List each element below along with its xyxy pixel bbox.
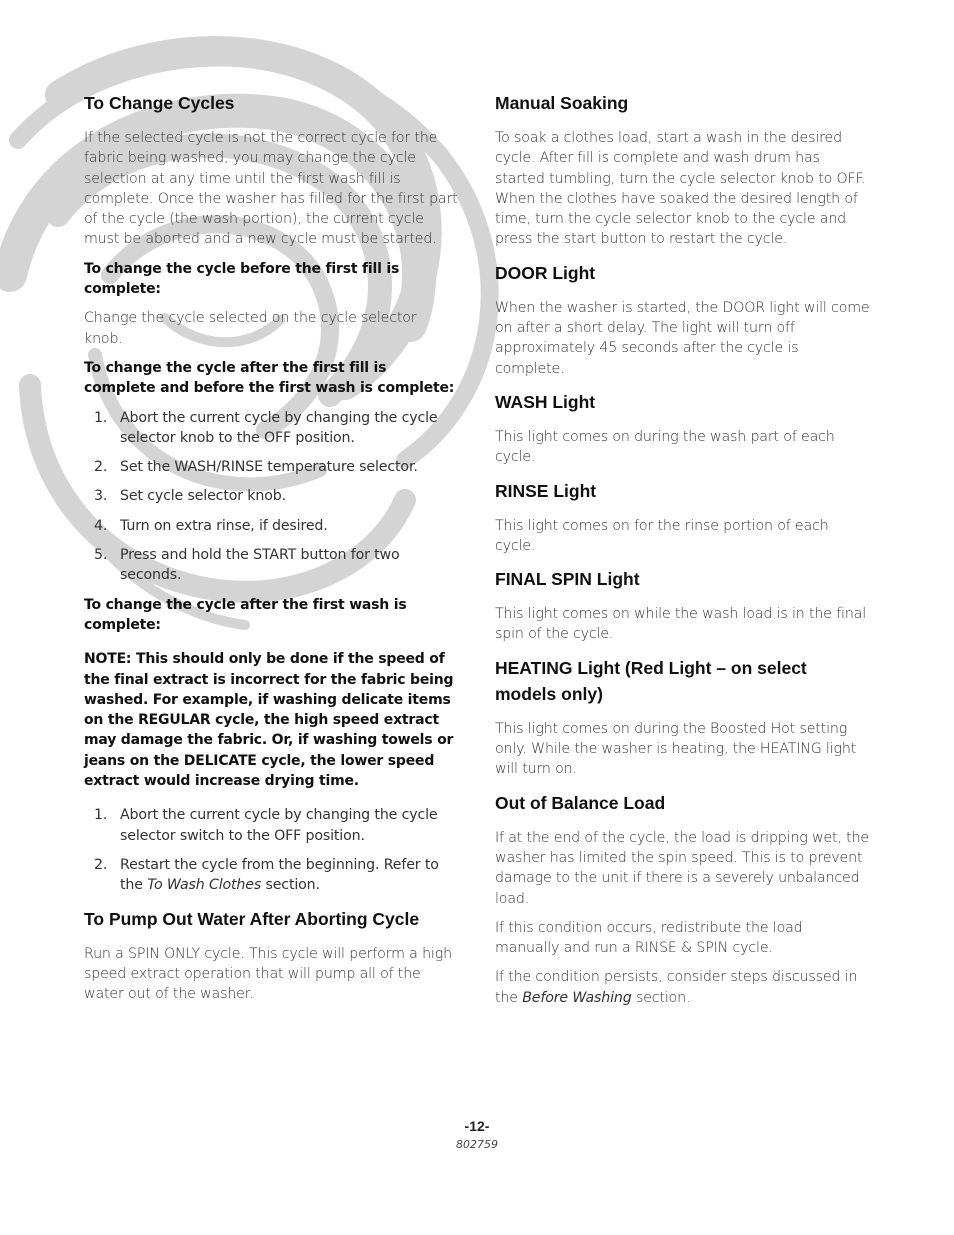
- paragraph: If at the end of the cycle, the load is dripping wet, the washer has limited the spin speed. This is to prevent damage to the unit if there is a severely unbalanced load.: [495, 829, 870, 907]
- bold-label: To change the cycle after the first fill is complete and before the first wash is complete:: [84, 359, 455, 397]
- paragraph: If this condition occurs, redistribute the load manually and run a RINSE & SPIN cycle.: [495, 919, 803, 957]
- list-item: [84, 545, 459, 586]
- paragraph: [495, 967, 870, 1008]
- section-heading: Manual Soaking: [495, 93, 629, 113]
- section-pump-out: [84, 906, 459, 1005]
- paragraph: This light comes on during the wash part of each cycle.: [495, 428, 835, 466]
- section-heading: To Pump Out Water After Aborting Cycle: [84, 908, 420, 929]
- paragraph: This light comes on while the wash load is in the final spin of the cycle.: [495, 606, 867, 643]
- step-number: 1.: [94, 409, 108, 426]
- section-manual-soaking: [495, 90, 870, 250]
- right-column: [495, 90, 870, 1018]
- page-number: -12-: [464, 1118, 490, 1134]
- document-number: 802759: [456, 1138, 498, 1151]
- step-number: 1.: [94, 807, 108, 824]
- section-heading: HEATING Light (Red Light – on select models only): [495, 657, 807, 704]
- left-column: [84, 90, 459, 1014]
- list-item: [84, 408, 459, 449]
- step-number: 3.: [94, 488, 108, 505]
- step-number: 2.: [94, 459, 108, 476]
- step-text: Press and hold the START button for two seconds.: [120, 547, 400, 584]
- step-text: section.: [261, 877, 320, 894]
- section-rinse-light: [495, 478, 870, 557]
- section-out-of-balance: [495, 790, 870, 1008]
- note-text: NOTE: This should only be done if the speed of the final extract is incorrect for the fabric being washed. For example, if washing delicate items on the REGULAR cycle, the high speed extract may damage the fabric. Or, if washing towels or jeans on the DELICATE cycle, the lower speed extract would increase drying time.: [84, 651, 454, 790]
- paragraph: Change the cycle selected on the cycle selector knob.: [84, 310, 417, 347]
- paragraph: This light comes on during the Boosted Hot setting only. While the washer is heating, the HEATING light will turn on.: [495, 720, 857, 778]
- section-heading: Out of Balance Load: [495, 792, 666, 813]
- text-span: section.: [631, 989, 691, 1006]
- numbered-steps-list: [84, 408, 459, 586]
- bold-label: To change the cycle before the first fill is complete:: [84, 260, 400, 298]
- text-span: If the condition persists, consider steps discussed in the: [495, 969, 858, 1006]
- paragraph: To soak a clothes load, start a wash in the desired cycle. After fill is complete and wash drum has started tumbling, turn the cycle selector knob to OFF. When the clothes have soaked the desired length of time, turn the cycle selector knob to the cycle and press the start button to restart the cycle.: [495, 130, 866, 248]
- list-item: [84, 457, 459, 477]
- paragraph: If the selected cycle is not the correct cycle for the fabric being washed, you may change the cycle selection at any time until the first wash fill is complete. Once the washer has filled for the first part of the cycle (the wash portion), the current cycle must be aborted and a new cycle must be started.: [84, 130, 458, 248]
- section-reference: To Wash Clothes: [147, 877, 262, 894]
- section-final-spin-light: [495, 566, 870, 645]
- section-heading: FINAL SPIN Light: [495, 569, 640, 590]
- section-heading: DOOR Light: [495, 262, 596, 283]
- paragraph: When the washer is started, the DOOR light will come on after a short delay. The light will turn off approximately 45 seconds after the cycle is complete.: [495, 299, 870, 377]
- list-item: [84, 855, 459, 896]
- bold-label: To change the cycle after the first wash is complete:: [84, 596, 407, 633]
- step-number: 2.: [94, 856, 108, 873]
- step-text: Abort the current cycle by changing the cycle selector knob to the OFF position.: [120, 409, 438, 446]
- section-wash-light: [495, 389, 870, 468]
- section-heading: WASH Light: [495, 391, 596, 412]
- step-text: Set cycle selector knob.: [120, 488, 286, 505]
- step-text: Restart the cycle from the beginning. Refer to the: [120, 856, 439, 894]
- paragraph: This light comes on for the rinse portion of each cycle.: [495, 517, 829, 554]
- section-heading: To Change Cycles: [84, 93, 235, 113]
- numbered-steps-list: [84, 805, 459, 895]
- step-text: Turn on extra rinse, if desired.: [120, 517, 328, 534]
- step-text: Set the WASH/RINSE temperature selector.: [120, 459, 418, 476]
- step-text: Abort the current cycle by changing the cycle selector switch to the OFF position.: [120, 807, 438, 844]
- list-item: [84, 486, 459, 506]
- section-reference: Before Washing: [522, 989, 632, 1006]
- section-change-cycles: [84, 90, 459, 896]
- list-item: [84, 805, 459, 846]
- paragraph: Run a SPIN ONLY cycle. This cycle will perform a high speed extract operation that will pump all of the water out of the washer.: [84, 945, 452, 1003]
- section-heading: RINSE Light: [495, 480, 597, 501]
- step-number: 5.: [94, 547, 108, 564]
- section-heating-light: [495, 655, 870, 780]
- list-item: [84, 516, 459, 536]
- step-number: 4.: [94, 517, 108, 534]
- section-door-light: [495, 260, 870, 379]
